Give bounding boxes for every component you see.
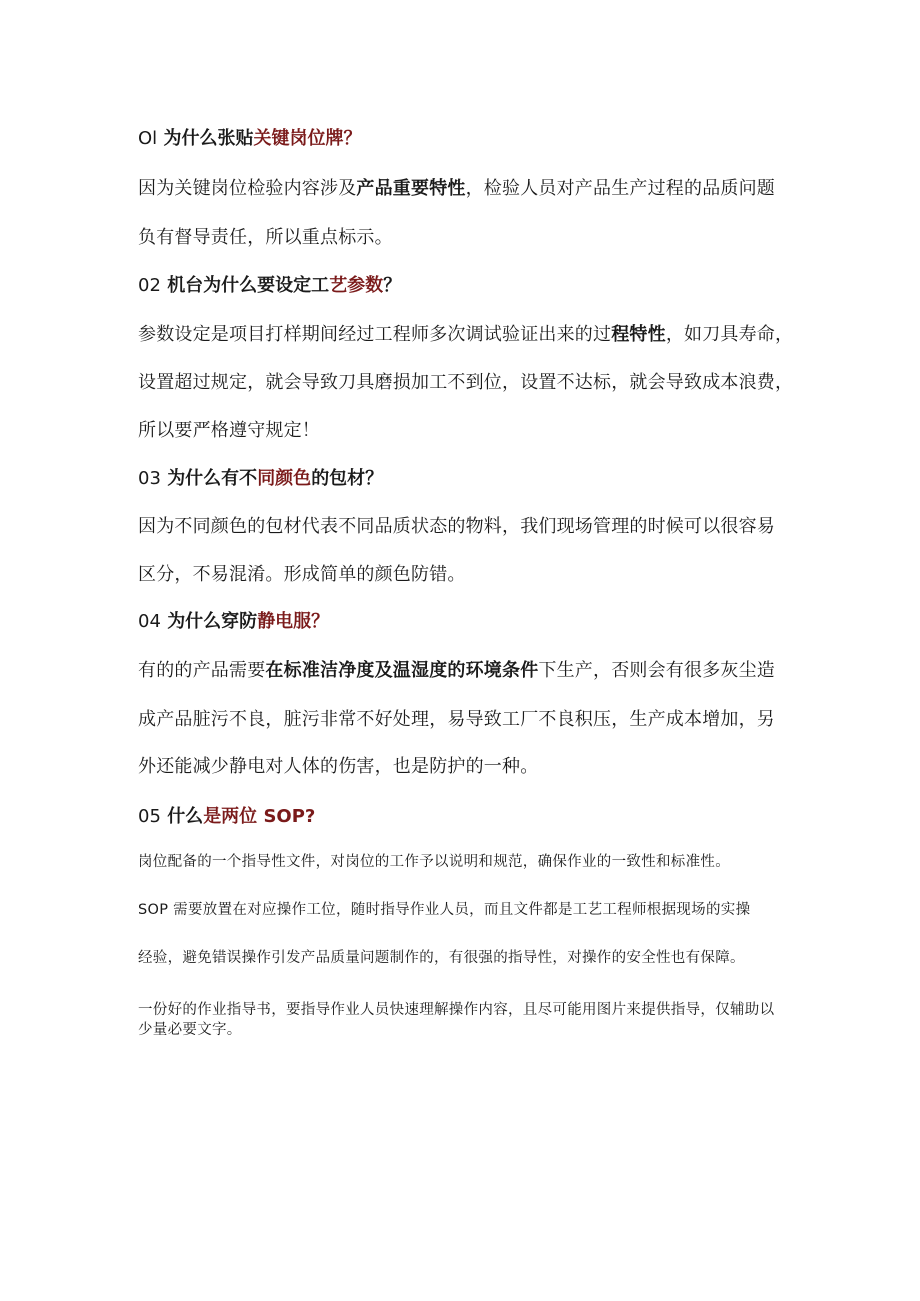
answer-2-line-3: 所以要严格遵守规定！ — [138, 420, 320, 441]
question-5-heading: 05 什么是两位 SOP? — [138, 806, 316, 827]
answer-3-line-2: 区分，不易混淆。形成简单的颜色防错。 — [138, 564, 466, 585]
answer-3-line-1: 因为不同颜色的包材代表不同品质状态的物料，我们现场管理的时候可以很容易 — [138, 516, 775, 537]
question-3-heading: 03 为什么有不同颜色的包材？ — [138, 468, 384, 489]
answer-5-line-1: 岗位配备的一个指导性文件，对岗位的工作予以说明和规范，确保作业的一致性和标准性。 — [138, 854, 730, 870]
answer-5-paragraph-2: 一份好的作业指导书，要指导作业人员快速理解操作内容，且尽可能用图片来提供指导，仅辅助以少量必要文字。 — [138, 1002, 775, 1038]
question-4-heading: 04 为什么穿防静电服？ — [138, 611, 330, 632]
answer-1-line-2: 负有督导责任，所以重点标示。 — [138, 227, 393, 248]
answer-4-line-2: 成产品脏污不良，脏污非常不好处理，易导致工厂不良积压，生产成本增加，另 — [138, 709, 775, 730]
answer-2-line-1: 参数设定是项目打样期间经过工程师多次调试验证出来的过程特性，如刀具寿命， — [138, 324, 794, 345]
question-2-heading: 02 机台为什么要设定工艺参数？ — [138, 275, 402, 296]
answer-5-line-3: 经验，避免错误操作引发产品质量问题制作的，有很强的指导性，对操作的安全性也有保障。 — [138, 950, 745, 966]
answer-1-line-1: 因为关键岗位检验内容涉及产品重要特性，检验人员对产品生产过程的品质问题 — [138, 178, 776, 199]
answer-4-line-3: 外还能减少静电对人体的伤害，也是防护的一种。 — [138, 756, 539, 777]
question-1-heading: Ol 为什么张贴关键岗位牌？ — [138, 128, 362, 149]
answer-2-line-2: 设置超过规定，就会导致刀具磨损加工不到位，设置不达标，就会导致成本浪费， — [138, 372, 794, 393]
answer-4-line-1: 有的的产品需要在标准洁净度及温湿度的环境条件下生产，否则会有很多灰尘造 — [138, 660, 776, 681]
answer-5-line-2: SOP 需要放置在对应操作工位，随时指导作业人员，而且文件都是工艺工程师根据现场的实操 — [138, 902, 751, 918]
